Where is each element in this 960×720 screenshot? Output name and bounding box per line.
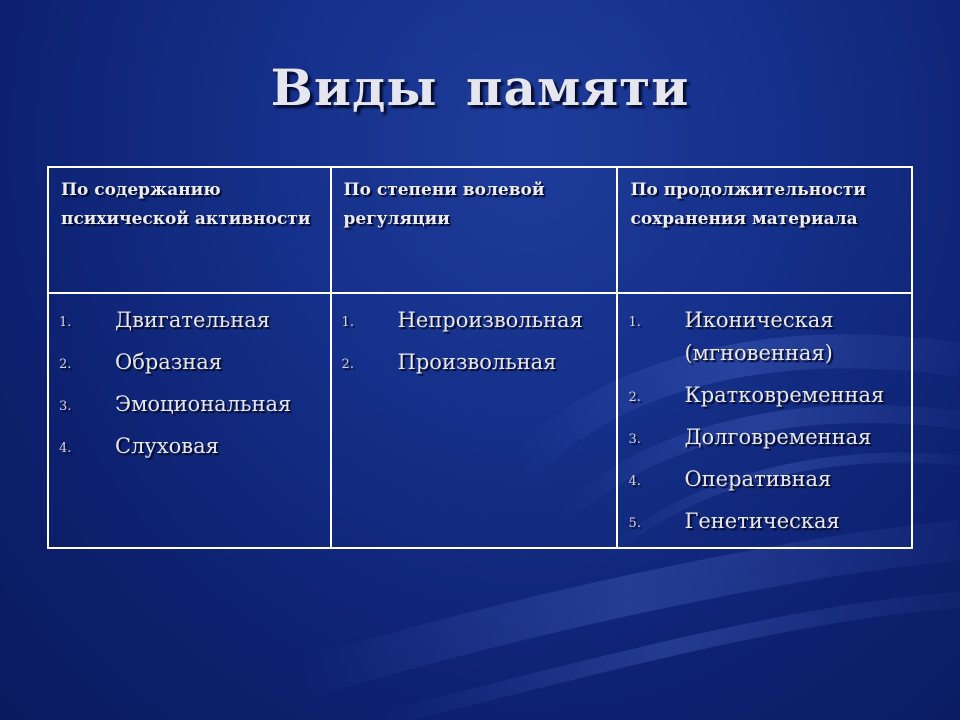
memory-types-table (47, 166, 913, 549)
column-header-content: По содержанию психической активности (48, 167, 331, 293)
list-item-text: Произвольная (397, 350, 557, 374)
table-body-row (48, 293, 912, 548)
list-number: 2. (59, 357, 72, 372)
list-item (618, 379, 911, 412)
content-list (49, 294, 330, 463)
list-item (332, 346, 617, 379)
list-item-text: Долговременная (684, 425, 872, 449)
list-number: 1. (59, 315, 72, 330)
list-item (49, 304, 330, 337)
list-item-text: Оперативная (684, 467, 832, 491)
slide-title: Виды памяти (270, 58, 690, 117)
list-number: 1. (341, 315, 354, 330)
list-number: 4. (628, 474, 641, 489)
list-number: 1. (628, 315, 641, 330)
list-item-text: Иконическая (мгновенная) (684, 308, 834, 365)
column-duration-cell (617, 293, 912, 548)
list-number: 5. (628, 516, 641, 531)
list-item (49, 388, 330, 421)
list-item (49, 430, 330, 463)
column-header-duration: По продолжительности сохранения материала (617, 167, 912, 293)
column-content-cell (48, 293, 331, 548)
list-number: 3. (59, 399, 72, 414)
list-item (618, 463, 911, 496)
list-item-text: Слуховая (115, 434, 219, 458)
list-item-text: Двигательная (115, 308, 270, 332)
list-item (332, 304, 617, 337)
list-item-text: Кратковременная (684, 383, 885, 407)
duration-list (618, 294, 911, 538)
list-number: 2. (341, 357, 354, 372)
list-item-text: Образная (115, 350, 223, 374)
list-item (618, 421, 911, 454)
list-number: 4. (59, 441, 72, 456)
list-item (618, 505, 911, 538)
list-item-text: Непроизвольная (397, 308, 583, 332)
list-item-text: Генетическая (684, 509, 840, 533)
list-item (49, 346, 330, 379)
list-number: 2. (628, 390, 641, 405)
table-header-row (48, 167, 912, 293)
regulation-list (332, 294, 617, 379)
list-number: 3. (628, 432, 641, 447)
list-item (618, 304, 911, 370)
column-header-regulation: По степени волевой регуляции (331, 167, 618, 293)
column-regulation-cell (331, 293, 618, 548)
list-item-text: Эмоциональная (115, 392, 292, 416)
